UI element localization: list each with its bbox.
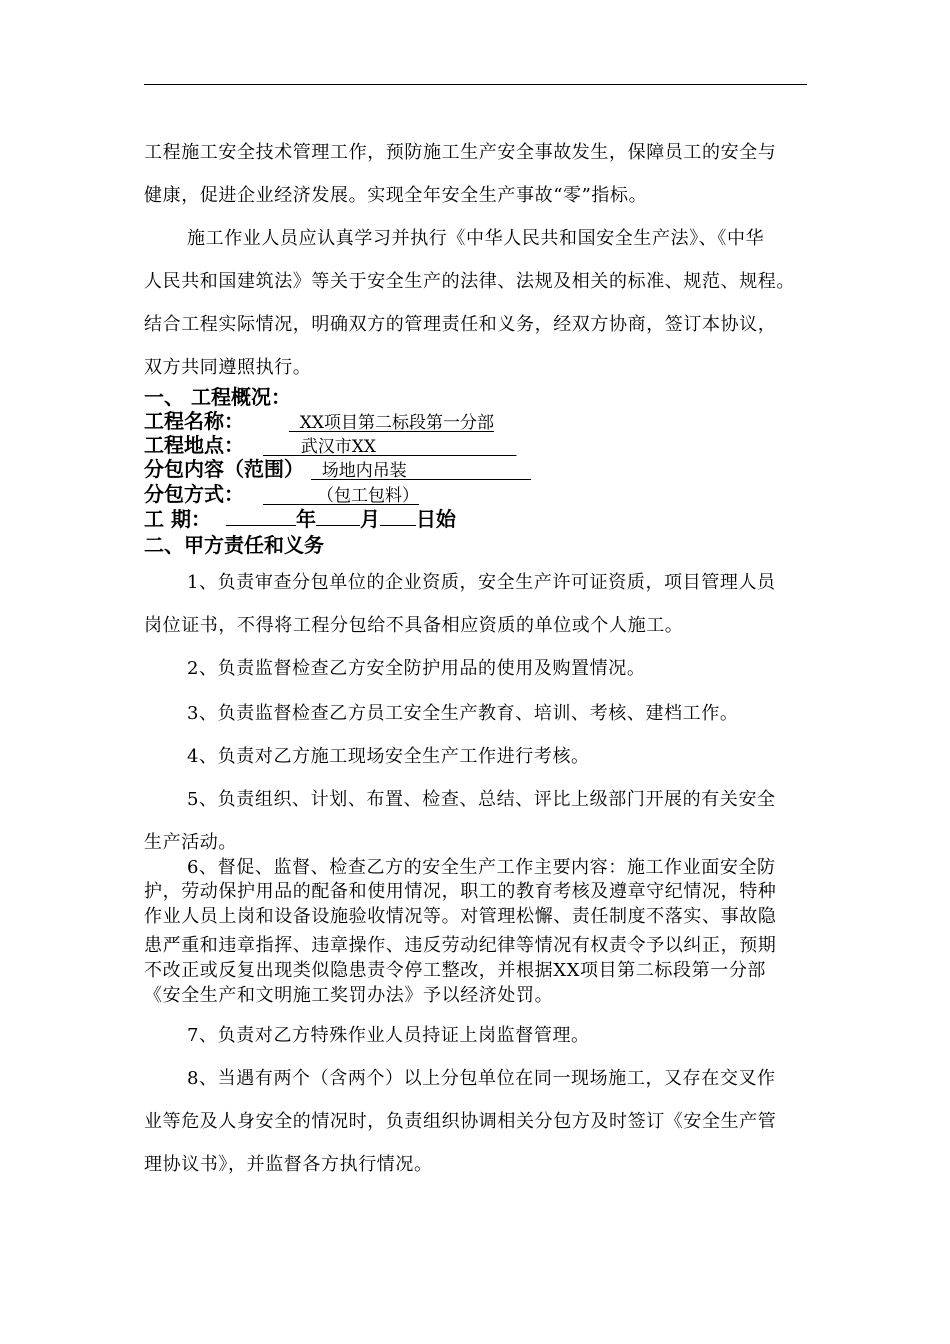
clause-6-line-5: 不改正或反复出现类似隐患责令停工整改，并根据XX项目第二标段第一分部 bbox=[144, 960, 767, 981]
clause-8-line-3: 理协议书》，并监督各方执行情况。 bbox=[144, 1154, 433, 1175]
period-row bbox=[144, 507, 456, 531]
clause-4: 4、负责对乙方施工现场安全生产工作进行考核。 bbox=[187, 746, 590, 767]
year-blank bbox=[226, 507, 296, 526]
subcontract-mode-label: 分包方式： bbox=[144, 482, 244, 506]
project-name-value: XX项目第二标段第一分部 bbox=[288, 413, 494, 433]
clause-6-line-2: 护，劳动保护用品的配备和使用情况，职工的教育考核及遵章守纪情况，特种 bbox=[144, 881, 777, 902]
clause-6-line-1: 6、督促、监督、检查乙方的安全生产工作主要内容：施工作业面安全防 bbox=[187, 857, 776, 878]
subcontract-scope-label: 分包内容（范围） bbox=[144, 457, 304, 481]
month-label: 月 bbox=[359, 507, 380, 531]
day-blank bbox=[380, 507, 416, 526]
project-name-row bbox=[144, 409, 494, 435]
subcontract-scope-value: 场地内吊装 bbox=[310, 461, 532, 481]
clause-6-line-3: 作业人员上岗和设备设施验收情况等。对管理松懈、责任制度不落实、事故隐 bbox=[144, 906, 777, 927]
subcontract-mode-value: （包工包料） bbox=[262, 486, 420, 506]
project-site-label: 工程地点： bbox=[144, 433, 244, 457]
subcontract-scope-row bbox=[144, 457, 531, 483]
clause-6-line-4: 患严重和违章指挥、违章操作、违反劳动纪律等情况有权责令予以纠正，预期 bbox=[144, 935, 777, 956]
period-label: 工 期： bbox=[144, 507, 211, 531]
day-start-label: 日始 bbox=[415, 507, 456, 531]
intro-line-1: 工程施工安全技术管理工作，预防施工生产安全事故发生，保障员工的安全与 bbox=[144, 142, 777, 163]
clause-7: 7、负责对乙方特殊作业人员持证上岗监督管理。 bbox=[187, 1025, 590, 1046]
clause-2: 2、负责监督检查乙方安全防护用品的使用及购置情况。 bbox=[187, 658, 646, 679]
project-name-label: 工程名称： bbox=[144, 409, 244, 433]
clause-5-line-2: 生产活动。 bbox=[144, 832, 237, 853]
intro-line-3: 施工作业人员应认真学习并执行《中华人民共和国安全生产法》、《中华 bbox=[187, 228, 765, 249]
section-1-heading: 一、 工程概况： bbox=[144, 385, 291, 409]
clause-3: 3、负责监督检查乙方员工安全生产教育、培训、考核、建档工作。 bbox=[187, 703, 739, 724]
project-site-row bbox=[144, 433, 517, 459]
project-site-value: 武汉市XX bbox=[262, 437, 517, 457]
intro-line-6: 双方共同遵照执行。 bbox=[144, 357, 312, 378]
clause-1-line-1: 1、负责审查分包单位的企业资质，安全生产许可证资质，项目管理人员 bbox=[187, 572, 776, 593]
clause-6-line-6: 《安全生产和文明施工奖罚办法》予以经济处罚。 bbox=[144, 985, 554, 1006]
year-label: 年 bbox=[295, 507, 316, 531]
clause-8-line-2: 业等危及人身安全的情况时，负责组织协调相关分包方及时签订《安全生产管 bbox=[144, 1111, 777, 1132]
clause-5-line-1: 5、负责组织、计划、布置、检查、总结、评比上级部门开展的有关安全 bbox=[187, 789, 776, 810]
clause-8-line-1: 8、当遇有两个（含两个）以上分包单位在同一现场施工，又存在交叉作 bbox=[187, 1068, 776, 1089]
section-2-heading: 二、甲方责任和义务 bbox=[144, 533, 324, 557]
clause-1-line-2: 岗位证书，不得将工程分包给不具备相应资质的单位或个人施工。 bbox=[144, 615, 684, 636]
intro-line-4: 人民共和国建筑法》等关于安全生产的法律、法规及相关的标准、规范、规程。 bbox=[144, 271, 795, 292]
month-blank bbox=[316, 507, 360, 526]
intro-line-5: 结合工程实际情况，明确双方的管理责任和义务，经双方协商，签订本协议， bbox=[144, 314, 777, 335]
subcontract-mode-row bbox=[144, 482, 419, 508]
intro-line-2: 健康，促进企业经济发展。实现全年安全生产事故“零”指标。 bbox=[144, 185, 648, 206]
header-rule bbox=[144, 84, 807, 85]
